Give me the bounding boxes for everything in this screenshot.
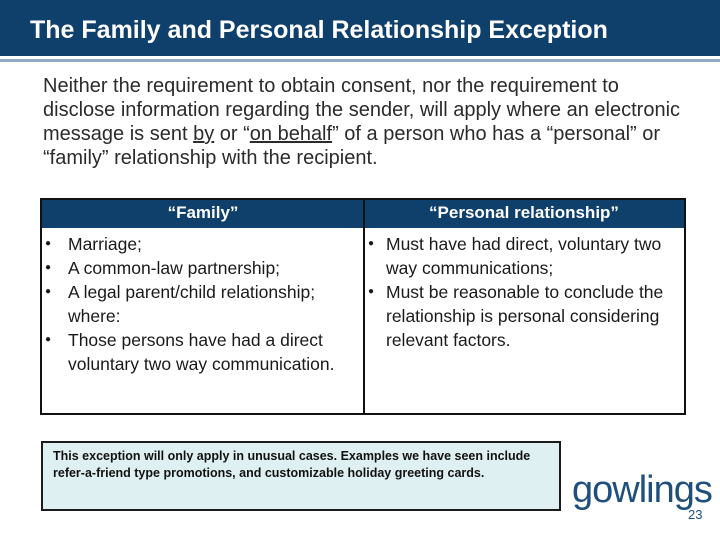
- column-divider: [363, 200, 365, 413]
- intro-on-behalf: on behalf: [249, 123, 333, 145]
- family-item: ● Marriage;: [42, 232, 358, 256]
- intro-text-1: Neither the requirement to obtain consent, nor the requirement to disclose information regarding the sender, will apply where an electronic message is sent: [43, 75, 681, 145]
- personal-relationship-header: “Personal relationship”: [429, 203, 619, 222]
- intro-by: by: [193, 123, 215, 145]
- personal-list: [366, 232, 678, 352]
- intro-paragraph: [43, 74, 693, 170]
- note-box: This exception will only apply in unusual cases. Examples we have seen include refer-a-friend type promotions, and customizable holiday greeting cards.: [41, 441, 561, 511]
- personal-item: ● Must have had direct, voluntary two way communications;: [366, 232, 678, 280]
- family-item: ● Those persons have had a direct voluntary two way communication.: [42, 328, 358, 376]
- title-bar: [0, 0, 720, 59]
- slide-title: The Family and Personal Relationship Exception: [30, 16, 608, 44]
- family-header: “Family”: [167, 203, 239, 222]
- family-item: ● A common-law partnership;: [42, 256, 358, 280]
- personal-item: ● Must be reasonable to conclude the relationship is personal considering relevant factors.: [366, 280, 678, 352]
- intro-text-3: ” of a person who has a “personal” or “family” relationship with the recipient.: [43, 123, 661, 169]
- gowlings-logo: gowlings: [572, 469, 712, 511]
- intro-text-2: or “: [214, 123, 250, 145]
- relationship-table: [40, 198, 686, 415]
- family-list: [42, 232, 358, 376]
- page-number: 23: [688, 507, 703, 522]
- family-item: ● A legal parent/child relationship; where:: [42, 280, 358, 328]
